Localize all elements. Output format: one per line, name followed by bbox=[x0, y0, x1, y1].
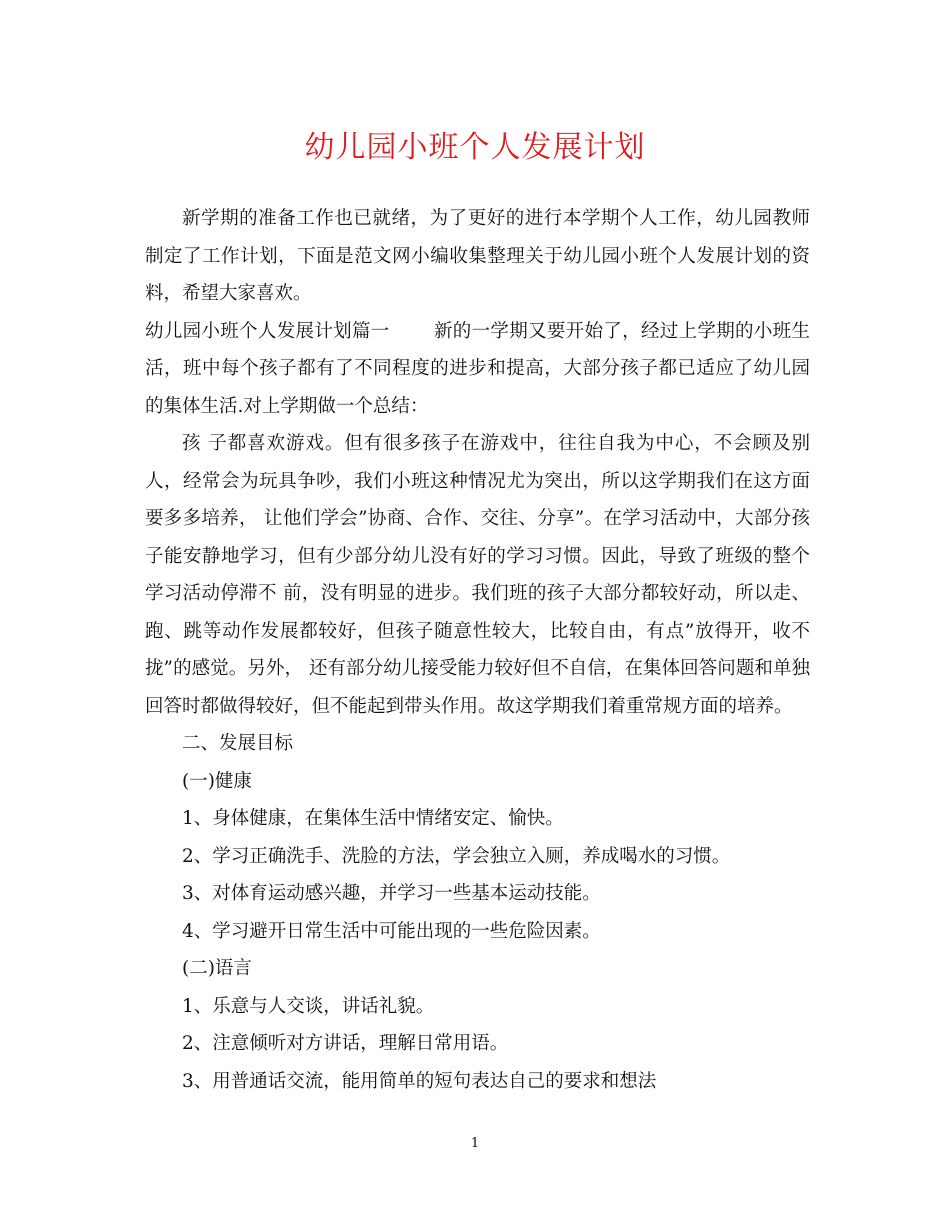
document-body bbox=[145, 200, 810, 1100]
section-paragraph bbox=[145, 313, 810, 426]
section-heading: 幼儿园小班个人发展计划篇一 bbox=[145, 320, 390, 342]
language-item-1: 1、乐意与人交谈，讲话礼貌。 bbox=[182, 995, 435, 1017]
language-item-3: 3、用普通话交流，能用简单的短句表达自己的要求和想法 bbox=[182, 1070, 657, 1092]
health-item-3: 3、对体育运动感兴趣，并学习一些基本运动技能。 bbox=[182, 883, 601, 904]
intro-paragraph: 新学期的准备工作也已就绪，为了更好的进行本学期个人工作，幼儿园教师制定了工作计划，下面是范文网小编收集整理关于幼儿园小班个人发展计划的资料，希望大家喜欢。 bbox=[145, 208, 810, 304]
language-heading: (二)语言 bbox=[182, 958, 252, 979]
section-start-text: 新的一学期又要开始了，经过上学期的小班生活，班中每个孩子都有了不同程度的进步和提高，大部分孩子都已适应了幼儿园的集体生活.对上学期做一个总结： bbox=[145, 320, 810, 417]
page-number: 1 bbox=[470, 1136, 480, 1151]
goals-heading: 二、发展目标 bbox=[182, 733, 294, 754]
document-title: 幼儿园小班个人发展计划 bbox=[304, 130, 646, 165]
health-item-4: 4、学习避开日常生活中可能出现的一些危险因素。 bbox=[182, 920, 601, 942]
health-heading: (一)健康 bbox=[182, 770, 252, 792]
health-item-2: 2、学习正确洗手、洗脸的方法，学会独立入厕，养成喝水的习惯。 bbox=[182, 845, 731, 867]
language-item-2: 2、注意倾听对方讲话，理解日常用语。 bbox=[182, 1033, 509, 1054]
health-item-1: 1、身体健康，在集体生活中情绪安定、愉快。 bbox=[182, 808, 564, 829]
summary-paragraph: 孩 子都喜欢游戏。但有很多孩子在游戏中，往往自我为中心，不会顾及别人，经常会为玩具争吵，我们小班这种情况尤为突出，所以这学期我们在这方面要多多培养， 让他们学会”协商、合作、交往、分享”。在学习活动中，大部分孩子能安静地学习，但有少部分幼儿没有好的学习习惯。因此，导致了班级的整个学习活动停滞不 前，没有明显的进步。我们班的孩子大部分都较好动，所以走、跑、跳等动作发展都较好，但孩子随意性较大，比较自由，有点”放得开，收不拢”的感觉。另外， 还有部分幼儿接受能力较好但不自信，在集体回答问题和单独回答时都做得较好，但不能起到带头作用。故这学期我们着重常规方面的培养。 bbox=[145, 433, 810, 717]
